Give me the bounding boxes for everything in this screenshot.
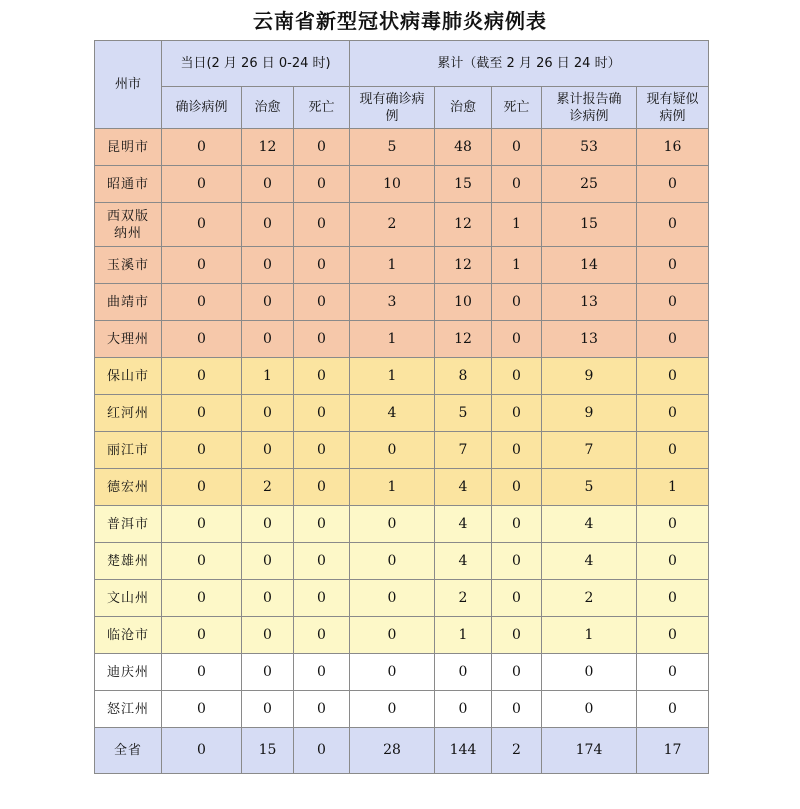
table-cell: 13 [542, 284, 637, 321]
city-name: 文山州 [95, 580, 162, 617]
table-cell: 4 [542, 543, 637, 580]
table-row [95, 321, 709, 358]
table-cell: 0 [637, 166, 709, 203]
table-cell: 4 [542, 506, 637, 543]
table-cell: 0 [242, 654, 294, 691]
table-cell: 0 [492, 506, 542, 543]
table-cell: 0 [350, 432, 435, 469]
table-cell: 0 [637, 247, 709, 284]
table-cell: 2 [350, 203, 435, 247]
table-cell: 4 [435, 543, 492, 580]
table-cell: 0 [162, 506, 242, 543]
total-cell: 0 [162, 728, 242, 774]
header-group-day: 当日(2 月 26 日 0-24 时) [162, 41, 350, 87]
table-cell: 0 [162, 358, 242, 395]
city-name: 丽江市 [95, 432, 162, 469]
table-cell: 0 [637, 654, 709, 691]
page-title: 云南省新型冠状病毒肺炎病例表 [253, 9, 547, 33]
table-cell: 0 [162, 321, 242, 358]
table-cell: 12 [435, 247, 492, 284]
header-cum-cured: 治愈 [435, 87, 492, 129]
header-cum-current-confirmed: 现有确诊病例 [350, 87, 435, 129]
table-cell: 0 [492, 580, 542, 617]
table-cell: 0 [242, 691, 294, 728]
table-cell: 0 [242, 543, 294, 580]
table-cell: 0 [350, 580, 435, 617]
table-cell: 15 [542, 203, 637, 247]
table-cell: 0 [542, 691, 637, 728]
table-cell: 0 [542, 654, 637, 691]
header-day-cured: 治愈 [242, 87, 294, 129]
table-cell: 48 [435, 129, 492, 166]
table-cell: 0 [242, 284, 294, 321]
table-cell: 0 [242, 580, 294, 617]
table-cell: 5 [435, 395, 492, 432]
table-row [95, 395, 709, 432]
table-cell: 0 [162, 691, 242, 728]
table-cell: 53 [542, 129, 637, 166]
table-cell: 0 [294, 395, 350, 432]
table-cell: 0 [637, 321, 709, 358]
table-cell: 9 [542, 358, 637, 395]
table-cell: 0 [350, 654, 435, 691]
table-cell: 0 [242, 321, 294, 358]
total-cell: 144 [435, 728, 492, 774]
table-cell: 1 [637, 469, 709, 506]
table-row [95, 580, 709, 617]
table-cell: 1 [350, 247, 435, 284]
table-cell: 0 [492, 358, 542, 395]
table-cell: 0 [294, 654, 350, 691]
table-cell: 0 [492, 691, 542, 728]
total-label: 全省 [95, 728, 162, 774]
table-cell: 0 [162, 617, 242, 654]
table-cell: 1 [542, 617, 637, 654]
city-name: 普洱市 [95, 506, 162, 543]
table-cell: 0 [637, 203, 709, 247]
table-cell: 10 [435, 284, 492, 321]
table-cell: 0 [492, 284, 542, 321]
table-row [95, 358, 709, 395]
table-cell: 2 [435, 580, 492, 617]
table-row [95, 284, 709, 321]
table-row [95, 691, 709, 728]
table-cell: 0 [162, 395, 242, 432]
table-cell: 13 [542, 321, 637, 358]
table-row [95, 469, 709, 506]
table-cell: 0 [637, 432, 709, 469]
header-day-deaths: 死亡 [294, 87, 350, 129]
city-name: 玉溪市 [95, 247, 162, 284]
table-cell: 0 [162, 543, 242, 580]
table-cell: 2 [542, 580, 637, 617]
table-row [95, 617, 709, 654]
total-cell: 28 [350, 728, 435, 774]
city-name: 临沧市 [95, 617, 162, 654]
table-cell: 1 [492, 203, 542, 247]
table-cell: 0 [294, 166, 350, 203]
table-cell: 7 [542, 432, 637, 469]
table-cell: 3 [350, 284, 435, 321]
table-cell: 0 [242, 247, 294, 284]
table-cell: 0 [492, 432, 542, 469]
table-cell: 0 [492, 617, 542, 654]
total-cell: 15 [242, 728, 294, 774]
table-cell: 0 [294, 358, 350, 395]
table-cell: 0 [242, 395, 294, 432]
table-cell: 15 [435, 166, 492, 203]
table-cell: 12 [242, 129, 294, 166]
table-cell: 0 [492, 321, 542, 358]
table-cell: 9 [542, 395, 637, 432]
header-cum-total-confirmed: 累计报告确诊病例 [542, 87, 637, 129]
table-cell: 0 [492, 395, 542, 432]
table-cell: 0 [162, 203, 242, 247]
table-cell: 0 [162, 129, 242, 166]
header-cum-deaths: 死亡 [492, 87, 542, 129]
table-cell: 0 [294, 691, 350, 728]
table-cell: 0 [294, 617, 350, 654]
city-name: 怒江州 [95, 691, 162, 728]
table-cell: 4 [435, 506, 492, 543]
table-row [95, 129, 709, 166]
table-cell: 0 [242, 506, 294, 543]
table-cell: 7 [435, 432, 492, 469]
table-cell: 0 [637, 395, 709, 432]
total-cell: 17 [637, 728, 709, 774]
table-row [95, 166, 709, 203]
table-cell: 0 [294, 543, 350, 580]
total-cell: 0 [294, 728, 350, 774]
table-cell: 0 [242, 432, 294, 469]
city-name: 德宏州 [95, 469, 162, 506]
table-cell: 0 [637, 358, 709, 395]
table-cell: 0 [350, 543, 435, 580]
table-cell: 0 [637, 617, 709, 654]
table-cell: 25 [542, 166, 637, 203]
table-cell: 0 [435, 654, 492, 691]
table-cell: 0 [637, 580, 709, 617]
table-cell: 0 [162, 654, 242, 691]
table-cell: 5 [350, 129, 435, 166]
table-cell: 0 [492, 543, 542, 580]
table-cell: 0 [162, 432, 242, 469]
table-cell: 0 [294, 506, 350, 543]
table-cell: 4 [350, 395, 435, 432]
table-cell: 12 [435, 203, 492, 247]
table-row [95, 247, 709, 284]
table-cell: 0 [492, 166, 542, 203]
table-cell: 0 [294, 129, 350, 166]
header-group-cumulative: 累计（截至 2 月 26 日 24 时） [350, 41, 709, 87]
city-name: 迪庆州 [95, 654, 162, 691]
table-cell: 1 [492, 247, 542, 284]
city-name: 昭通市 [95, 166, 162, 203]
table-cell: 0 [242, 203, 294, 247]
table-cell: 0 [492, 469, 542, 506]
table-cell: 0 [294, 469, 350, 506]
header-day-confirmed: 确诊病例 [162, 87, 242, 129]
table-cell: 0 [294, 247, 350, 284]
table-cell: 0 [492, 654, 542, 691]
table-row [95, 654, 709, 691]
header-row-columns [95, 87, 709, 129]
table-cell: 0 [637, 543, 709, 580]
table-cell: 0 [294, 321, 350, 358]
table-cell: 0 [242, 166, 294, 203]
table-cell: 0 [242, 617, 294, 654]
table-cell: 0 [162, 580, 242, 617]
city-name: 红河州 [95, 395, 162, 432]
table-cell: 0 [637, 506, 709, 543]
table-row [95, 432, 709, 469]
table-cell: 1 [242, 358, 294, 395]
city-name: 楚雄州 [95, 543, 162, 580]
city-name: 保山市 [95, 358, 162, 395]
table-cell: 0 [162, 166, 242, 203]
table-row [95, 203, 709, 247]
table-cell: 12 [435, 321, 492, 358]
table-cell: 0 [294, 580, 350, 617]
table-cell: 1 [350, 321, 435, 358]
table-cell: 1 [435, 617, 492, 654]
table-cell: 0 [637, 284, 709, 321]
table-cell: 0 [294, 432, 350, 469]
case-table [94, 40, 709, 774]
table-cell: 0 [350, 691, 435, 728]
table-cell: 0 [162, 284, 242, 321]
header-row-groups [95, 41, 709, 87]
table-cell: 0 [162, 469, 242, 506]
total-cell: 2 [492, 728, 542, 774]
table-cell: 14 [542, 247, 637, 284]
table-cell: 10 [350, 166, 435, 203]
table-cell: 5 [542, 469, 637, 506]
header-cum-suspected: 现有疑似病例 [637, 87, 709, 129]
table-cell: 0 [492, 129, 542, 166]
table-cell: 0 [637, 691, 709, 728]
city-name: 西双版纳州 [95, 203, 162, 247]
table-cell: 0 [162, 247, 242, 284]
table-cell: 0 [350, 506, 435, 543]
table-cell: 2 [242, 469, 294, 506]
total-cell: 174 [542, 728, 637, 774]
table-cell: 1 [350, 358, 435, 395]
city-name: 大理州 [95, 321, 162, 358]
total-row [95, 728, 709, 774]
table-cell: 0 [294, 203, 350, 247]
table-cell: 8 [435, 358, 492, 395]
table-cell: 0 [294, 284, 350, 321]
header-city: 州市 [95, 41, 162, 129]
city-name: 昆明市 [95, 129, 162, 166]
city-name: 曲靖市 [95, 284, 162, 321]
table-cell: 16 [637, 129, 709, 166]
table-cell: 0 [435, 691, 492, 728]
table-cell: 4 [435, 469, 492, 506]
table-row [95, 543, 709, 580]
table-row [95, 506, 709, 543]
table-cell: 0 [350, 617, 435, 654]
table-cell: 1 [350, 469, 435, 506]
